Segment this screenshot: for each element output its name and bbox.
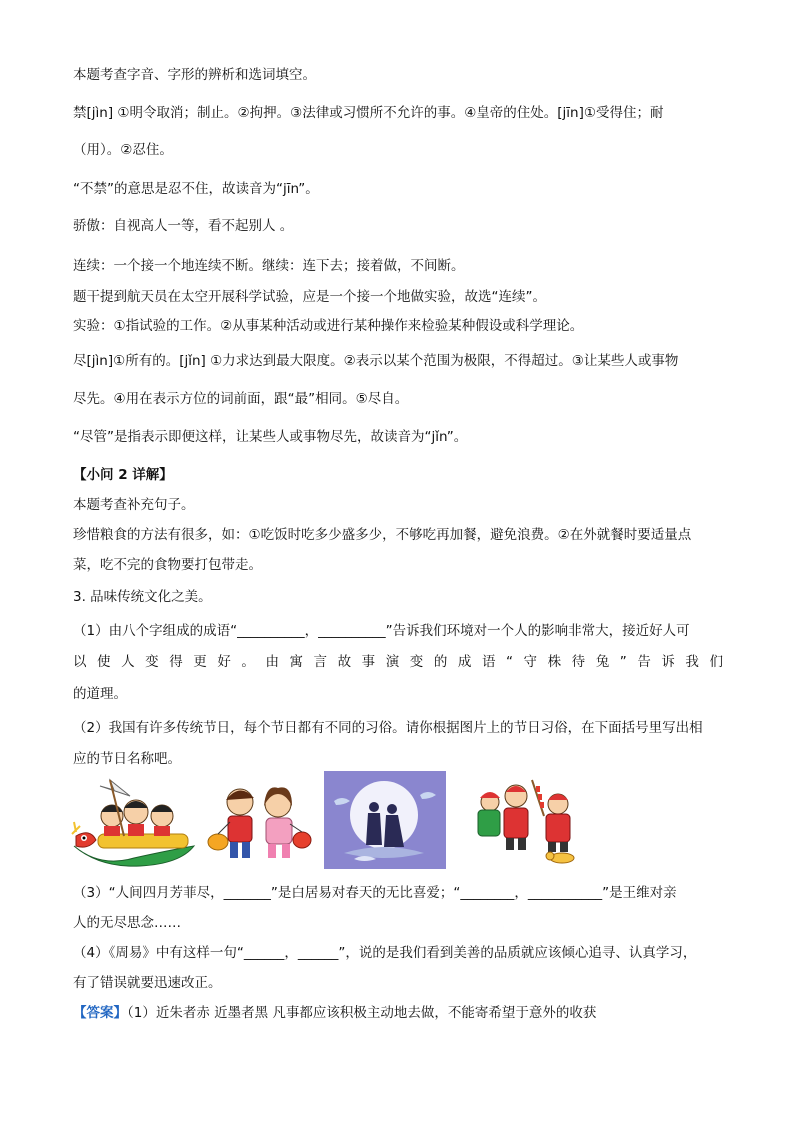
text-line-2: 禁[jìn] ①明令取消；制止。②拘押。③法律或习惯所不允许的事。④皇帝的住处。[jīn]①受得住；耐 xyxy=(73,105,664,121)
text-line-14: 珍惜粮食的方法有很多，如：①吃饭时吃多少盛多少，不够吃再加餐，避免浪费。②在外就餐时要适量点 xyxy=(73,527,692,543)
question-3-2-line-2: 应的节日名称吧。 xyxy=(73,751,181,767)
answer-line xyxy=(73,1004,596,1022)
lantern-festival-image xyxy=(206,780,312,864)
question-3-3-line-1: （3）“人间四月芳菲尽，_______”是白居易对春天的无比喜爱；“________，___________”是王维对亲 xyxy=(73,885,677,901)
section-heading-q2: 【小问 2 详解】 xyxy=(73,467,173,483)
text-line-15: 菜，吃不完的食物要打包带走。 xyxy=(73,557,262,573)
question-3-1-line-1: （1）由八个字组成的成语“__________，__________”告诉我们环境对一个人的影响非常大，接近好人可 xyxy=(73,623,690,639)
text-line-13: 本题考查补充句子。 xyxy=(73,497,195,513)
text-line-6: 连续：一个接一个地连续不断。继续：连下去；接着做，不间断。 xyxy=(73,258,465,274)
qixi-festival-image xyxy=(324,771,446,869)
question-3-2-line-1: （2）我国有许多传统节日，每个节日都有不同的习俗。请你根据图片上的节日习俗，在下面括号里写出相 xyxy=(73,720,703,736)
spring-festival-image xyxy=(466,776,580,866)
answer-text: （1）近朱者赤 近墨者黑 凡事都应该积极主动地去做，不能寄希望于意外的收获 xyxy=(127,1005,597,1021)
text-line-11: “尽管”是指表示即便这样，让某些人或事物尽先，故读音为“jǐn”。 xyxy=(73,429,468,445)
text-line-3: （用）。②忍住。 xyxy=(73,142,173,158)
text-line-10: 尽先。④用在表示方位的词前面，跟“最”相同。⑤尽自。 xyxy=(73,391,409,407)
question-3-1-line-2: 以使人变得更好。由寓言故事演变的成语“守株待兔”告诉我们 xyxy=(73,654,723,670)
text-line-9: 尽[jìn]①所有的。[jǐn] ①力求达到最大限度。②表示以某个范围为极限，不得超过。③让某些人或事物 xyxy=(73,353,679,369)
text-line-4: “不禁”的意思是忍不住，故读音为“jīn”。 xyxy=(73,181,319,197)
question-3-3-line-2: 人的无尽思念…… xyxy=(73,915,181,931)
answer-tag: 【答案】 xyxy=(73,1005,127,1021)
text-line-8: 实验：①指试验的工作。②从事某种活动或进行某种操作来检验某种假设或科学理论。 xyxy=(73,318,584,334)
text-line-1: 本题考查字音、字形的辨析和选词填空。 xyxy=(73,67,316,83)
text-line-5: 骄傲：自视高人一等，看不起别人 。 xyxy=(73,218,294,234)
question-3-title: 3. 品味传统文化之美。 xyxy=(73,589,212,605)
text-line-7: 题干提到航天员在太空开展科学试验，应是一个接一个地做实验，故选“连续”。 xyxy=(73,289,546,305)
question-3-4-line-1: （4）《周易》中有这样一句“______，______”，说的是我们看到美善的品质就应该倾心追寻、认真学习， xyxy=(73,945,697,961)
question-3-1-line-3: 的道理。 xyxy=(73,686,127,702)
dragon-boat-festival-image xyxy=(70,776,198,868)
question-3-4-line-2: 有了错误就要迅速改正。 xyxy=(73,975,222,991)
